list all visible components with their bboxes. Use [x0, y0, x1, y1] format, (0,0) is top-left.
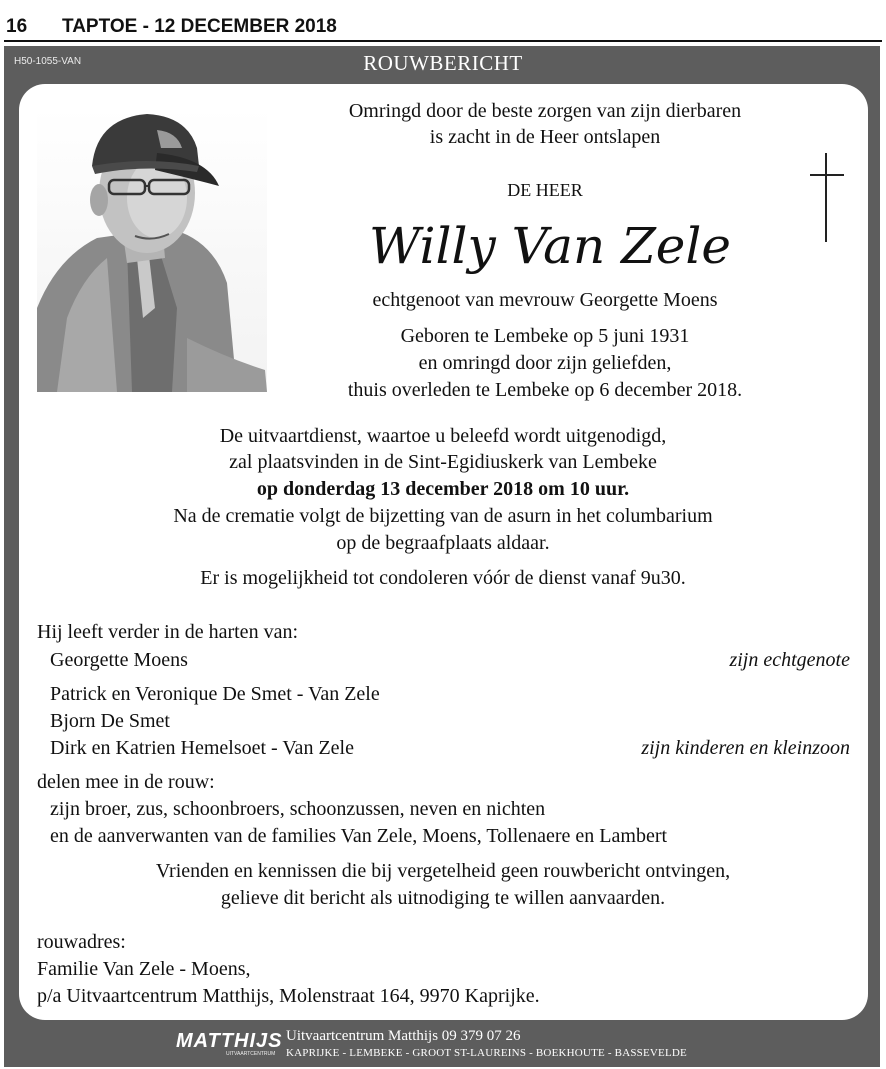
address-street: p/a Uitvaartcentrum Matthijs, Molenstraat 164, 9970 Kaprijke. [37, 985, 540, 1007]
deceased-name: Willy Van Zele [369, 217, 731, 275]
friends-line-2: gelieve dit bericht als uitnodiging te willen aanvaarden. [220, 887, 666, 909]
spouse-name: Georgette Moens [50, 649, 188, 671]
service-date: op donderdag 13 december 2018 om 10 uur. [256, 478, 630, 500]
condolence-line: Er is mogelijkheid tot condoleren vóór de dienst vanaf 9u30. [200, 567, 686, 589]
salutation: DE HEER [507, 180, 583, 200]
page-number: 16 [6, 16, 28, 37]
funeral-home-contact: Uitvaartcentrum Matthijs 09 379 07 26 [286, 1028, 521, 1044]
funeral-home-locations: KAPRIJKE - LEMBEKE - GROOT ST-LAUREINS - BOEKHOUTE - BASSEVELDE [286, 1047, 687, 1059]
service-line-1: De uitvaartdienst, waartoe u beleefd wordt uitgenodigd, [219, 425, 667, 447]
cross-icon-bar [810, 174, 844, 176]
header-divider [4, 40, 882, 42]
address-label: rouwadres: [37, 931, 126, 953]
share-intro: delen mee in de rouw: [37, 771, 215, 793]
ad-code: H50-1055-VAN [14, 56, 82, 67]
friends-line-1: Vrienden en kennissen die bij vergetelheid geen rouwbericht ontvingen, [155, 860, 731, 882]
spouse-line: echtgenoot van mevrouw Georgette Moens [372, 289, 718, 311]
publication-title: TAPTOE - 12 DECEMBER 2018 [62, 16, 337, 37]
death-line: thuis overleden te Lembeke op 6 december 2018. [347, 379, 743, 401]
page-header [4, 14, 882, 40]
child-2: Bjorn De Smet [50, 710, 170, 732]
share-line-2: en de aanverwanten van de families Van Zele, Moens, Tollenaere en Lambert [50, 825, 668, 847]
cremation-line-2: op de begraafplaats aldaar. [336, 532, 550, 554]
cremation-line-1: Na de crematie volgt de bijzetting van de asurn in het columbarium [173, 505, 713, 527]
survivors-intro: Hij leeft verder in de harten van: [37, 621, 298, 643]
children-role: zijn kinderen en kleinzoon [641, 737, 850, 759]
cross-icon [825, 153, 827, 242]
child-1: Patrick en Veronique De Smet - Van Zele [50, 683, 380, 705]
funeral-home-logo: MATTHIJS [176, 1030, 283, 1052]
intro-line-1: Omringd door de beste zorgen van zijn dierbaren [348, 100, 742, 122]
intro-line-2: is zacht in de Heer ontslapen [429, 126, 661, 148]
share-line-1: zijn broer, zus, schoonbroers, schoonzussen, neven en nichten [50, 798, 546, 820]
birth-line: Geboren te Lembeke op 5 juni 1931 [400, 325, 690, 347]
funeral-home-logo-sub: UITVAARTCENTRUM [226, 1051, 276, 1057]
child-3: Dirk en Katrien Hemelsoet - Van Zele [50, 737, 354, 759]
portrait-photo [37, 108, 267, 392]
service-line-2: zal plaatsvinden in de Sint-Egidiuskerk van Lembeke [229, 451, 657, 473]
surrounded-line: en omringd door zijn geliefden, [418, 352, 672, 374]
spouse-role: zijn echtgenote [729, 649, 850, 671]
address-family: Familie Van Zele - Moens, [37, 958, 251, 980]
notice-heading: ROUWBERICHT [363, 51, 523, 75]
